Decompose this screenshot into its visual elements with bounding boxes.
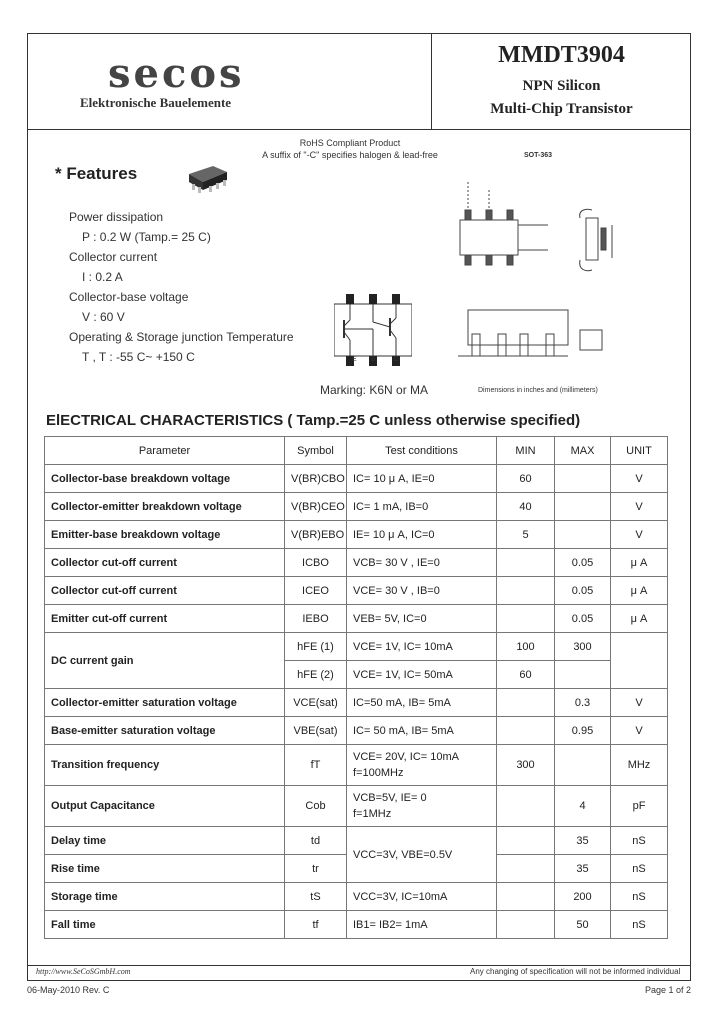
- param-cell: Base-emitter saturation voltage: [45, 717, 285, 745]
- footer-divider: [27, 965, 691, 966]
- max-cell: 4: [555, 786, 611, 827]
- max-cell: 35: [555, 855, 611, 883]
- min-cell: 100: [497, 633, 555, 661]
- param-cell: Storage time: [45, 883, 285, 911]
- test-cell: VCC=3V, IC=10mA: [347, 883, 497, 911]
- test-cell: IC= 10 μ A, IE=0: [347, 465, 497, 493]
- max-cell: 50: [555, 911, 611, 939]
- symbol-cell: VBE(sat): [285, 717, 347, 745]
- symbol-cell: Cob: [285, 786, 347, 827]
- table-row: [45, 911, 668, 939]
- unit-cell: nS: [611, 855, 668, 883]
- unit-cell: nS: [611, 883, 668, 911]
- test-cell: IC= 50 mA, IB= 5mA: [347, 717, 497, 745]
- max-cell: 0.05: [555, 549, 611, 577]
- table-row: [45, 605, 668, 633]
- min-cell: 5: [497, 521, 555, 549]
- param-cell: Collector-base breakdown voltage: [45, 465, 285, 493]
- company-tagline: Elektronische Bauelemente: [80, 95, 232, 110]
- unit-cell: V: [611, 493, 668, 521]
- package-name: SOT-363: [524, 152, 553, 159]
- unit-cell: V: [611, 521, 668, 549]
- company-url-link[interactable]: http://www.SeCoSGmbH.com: [36, 967, 131, 976]
- test-line-2: f=100MHz: [353, 767, 404, 779]
- table-row: [45, 493, 668, 521]
- collector-current-label: Collector current: [69, 250, 158, 264]
- symbol-cell: ICBO: [285, 549, 347, 577]
- device-type: NPN Silicon: [522, 78, 601, 94]
- table-row: [45, 689, 668, 717]
- package-chip-icon: [183, 160, 231, 200]
- temperature-value: T , T : -55 C~ +150 C: [82, 350, 195, 364]
- symbol-cell: td: [285, 827, 347, 855]
- test-cell: [347, 786, 497, 827]
- min-cell: [497, 911, 555, 939]
- param-cell: Output Capacitance: [45, 786, 285, 827]
- param-cell: Fall time: [45, 911, 285, 939]
- max-cell: 35: [555, 827, 611, 855]
- compliance-note: [220, 137, 480, 161]
- unit-cell: pF: [611, 786, 668, 827]
- symbol-cell: V(BR)CBO: [285, 465, 347, 493]
- test-cell: VCE= 1V, IC= 50mA: [347, 661, 497, 689]
- min-cell: [497, 883, 555, 911]
- min-cell: 60: [497, 661, 555, 689]
- symbol-cell: ICEO: [285, 577, 347, 605]
- test-cell: VCC=3V, VBE=0.5V: [347, 827, 497, 883]
- part-number: MMDT3904: [498, 42, 625, 68]
- param-cell: Delay time: [45, 827, 285, 855]
- halogen-line: A suffix of "-C" specifies halogen & lead-free: [262, 150, 438, 160]
- symbol-cell: hFE (1): [285, 633, 347, 661]
- header-max: MAX: [555, 437, 611, 465]
- min-cell: [497, 855, 555, 883]
- temperature-label: Operating & Storage junction Temperature: [69, 330, 294, 344]
- test-cell: [347, 745, 497, 786]
- min-cell: [497, 577, 555, 605]
- min-cell: 40: [497, 493, 555, 521]
- max-cell: [555, 745, 611, 786]
- max-cell: [555, 493, 611, 521]
- collector-base-voltage-label: Collector-base voltage: [69, 290, 189, 304]
- table-row: [45, 717, 668, 745]
- unit-cell: μ A: [611, 577, 668, 605]
- param-cell: Emitter cut-off current: [45, 605, 285, 633]
- header-parameter: Parameter: [45, 437, 285, 465]
- max-cell: 300: [555, 633, 611, 661]
- min-cell: 300: [497, 745, 555, 786]
- table-row: [45, 465, 668, 493]
- param-cell: Collector-emitter breakdown voltage: [45, 493, 285, 521]
- header-symbol: Symbol: [285, 437, 347, 465]
- dimension-note: Dimensions in inches and (millimeters): [478, 387, 598, 394]
- max-cell: 200: [555, 883, 611, 911]
- symbol-cell: hFE (2): [285, 661, 347, 689]
- test-cell: VCE= 30 V , IB=0: [347, 577, 497, 605]
- features-title: * Features: [55, 164, 138, 183]
- param-cell: Collector cut-off current: [45, 577, 285, 605]
- symbol-cell: tS: [285, 883, 347, 911]
- unit-cell: V: [611, 465, 668, 493]
- symbol-cell: VCE(sat): [285, 689, 347, 717]
- min-cell: 60: [497, 465, 555, 493]
- table-row: [45, 633, 668, 661]
- min-cell: [497, 786, 555, 827]
- min-cell: [497, 689, 555, 717]
- symbol-cell: V(BR)EBO: [285, 521, 347, 549]
- min-cell: [497, 605, 555, 633]
- header-unit: UNIT: [611, 437, 668, 465]
- unit-cell: MHz: [611, 745, 668, 786]
- power-dissipation-value: P : 0.2 W (Tamp.= 25 C): [82, 230, 211, 244]
- max-cell: 0.05: [555, 605, 611, 633]
- power-dissipation-label: Power dissipation: [69, 210, 164, 224]
- test-cell: IC=50 mA, IB= 5mA: [347, 689, 497, 717]
- unit-cell: nS: [611, 827, 668, 855]
- device-description: Multi-Chip Transistor: [490, 101, 633, 117]
- max-cell: 0.95: [555, 717, 611, 745]
- pin-label-bottom-1: E: [352, 356, 357, 363]
- pin-label-bottom-2: B: [371, 356, 376, 363]
- test-cell: IC= 1 mA, IB=0: [347, 493, 497, 521]
- test-line-1: VCB=5V, IE= 0: [353, 792, 427, 804]
- unit-cell: μ A: [611, 549, 668, 577]
- test-cell: VCE= 1V, IC= 10mA: [347, 633, 497, 661]
- param-cell: Rise time: [45, 855, 285, 883]
- header-test-conditions: Test conditions: [347, 437, 497, 465]
- max-cell: 0.05: [555, 577, 611, 605]
- marking-code: Marking: K6N or MA: [320, 383, 429, 397]
- test-cell: IE= 10 μ A, IC=0: [347, 521, 497, 549]
- page-number: Page 1 of 2: [644, 985, 691, 995]
- param-cell: DC current gain: [45, 633, 285, 689]
- symbol-cell: IEBO: [285, 605, 347, 633]
- table-row: [45, 745, 668, 786]
- table-row: [45, 883, 668, 911]
- collector-current-value: I : 0.2 A: [82, 270, 123, 284]
- electrical-characteristics-title: ElECTRICAL CHARACTERISTICS ( Tamp.=25 C unless otherwise specified): [46, 412, 581, 429]
- rohs-line: RoHS Compliant Product: [299, 138, 401, 148]
- table-row: [45, 577, 668, 605]
- table-header-row: [45, 437, 668, 465]
- test-cell: IB1= IB2= 1mA: [347, 911, 497, 939]
- symbol-cell: fT: [285, 745, 347, 786]
- company-logo: secos: [108, 50, 245, 97]
- max-cell: [555, 661, 611, 689]
- table-row: [45, 827, 668, 855]
- header-min: MIN: [497, 437, 555, 465]
- test-cell: VEB= 5V, IC=0: [347, 605, 497, 633]
- unit-cell: μ A: [611, 605, 668, 633]
- header-divider: [27, 129, 691, 130]
- unit-cell: nS: [611, 911, 668, 939]
- table-row: [45, 521, 668, 549]
- max-cell: [555, 465, 611, 493]
- symbol-cell: tr: [285, 855, 347, 883]
- test-cell: VCB= 30 V , IE=0: [347, 549, 497, 577]
- revision-date: 06-May-2010 Rev. C: [27, 985, 110, 995]
- table-row: [45, 786, 668, 827]
- param-cell: Collector cut-off current: [45, 549, 285, 577]
- symbol-cell: tf: [285, 911, 347, 939]
- max-cell: 0.3: [555, 689, 611, 717]
- min-cell: [497, 717, 555, 745]
- max-cell: [555, 521, 611, 549]
- test-line-2: f=1MHz: [353, 808, 392, 820]
- collector-base-voltage-value: V : 60 V: [82, 310, 125, 324]
- unit-cell: [611, 633, 668, 689]
- electrical-characteristics-table: [44, 436, 668, 939]
- table-row: [45, 549, 668, 577]
- min-cell: [497, 827, 555, 855]
- pin-label-bottom-3: C: [394, 356, 400, 363]
- package-outline-drawing: [458, 180, 633, 380]
- min-cell: [497, 549, 555, 577]
- unit-cell: V: [611, 717, 668, 745]
- unit-cell: V: [611, 689, 668, 717]
- symbol-cell: V(BR)CEO: [285, 493, 347, 521]
- param-cell: Collector-emitter saturation voltage: [45, 689, 285, 717]
- param-cell: Transition frequency: [45, 745, 285, 786]
- change-notice: Any changing of specification will not be informed individual: [470, 967, 681, 976]
- param-cell: Emitter-base breakdown voltage: [45, 521, 285, 549]
- test-line-1: VCE= 20V, IC= 10mA: [353, 751, 459, 763]
